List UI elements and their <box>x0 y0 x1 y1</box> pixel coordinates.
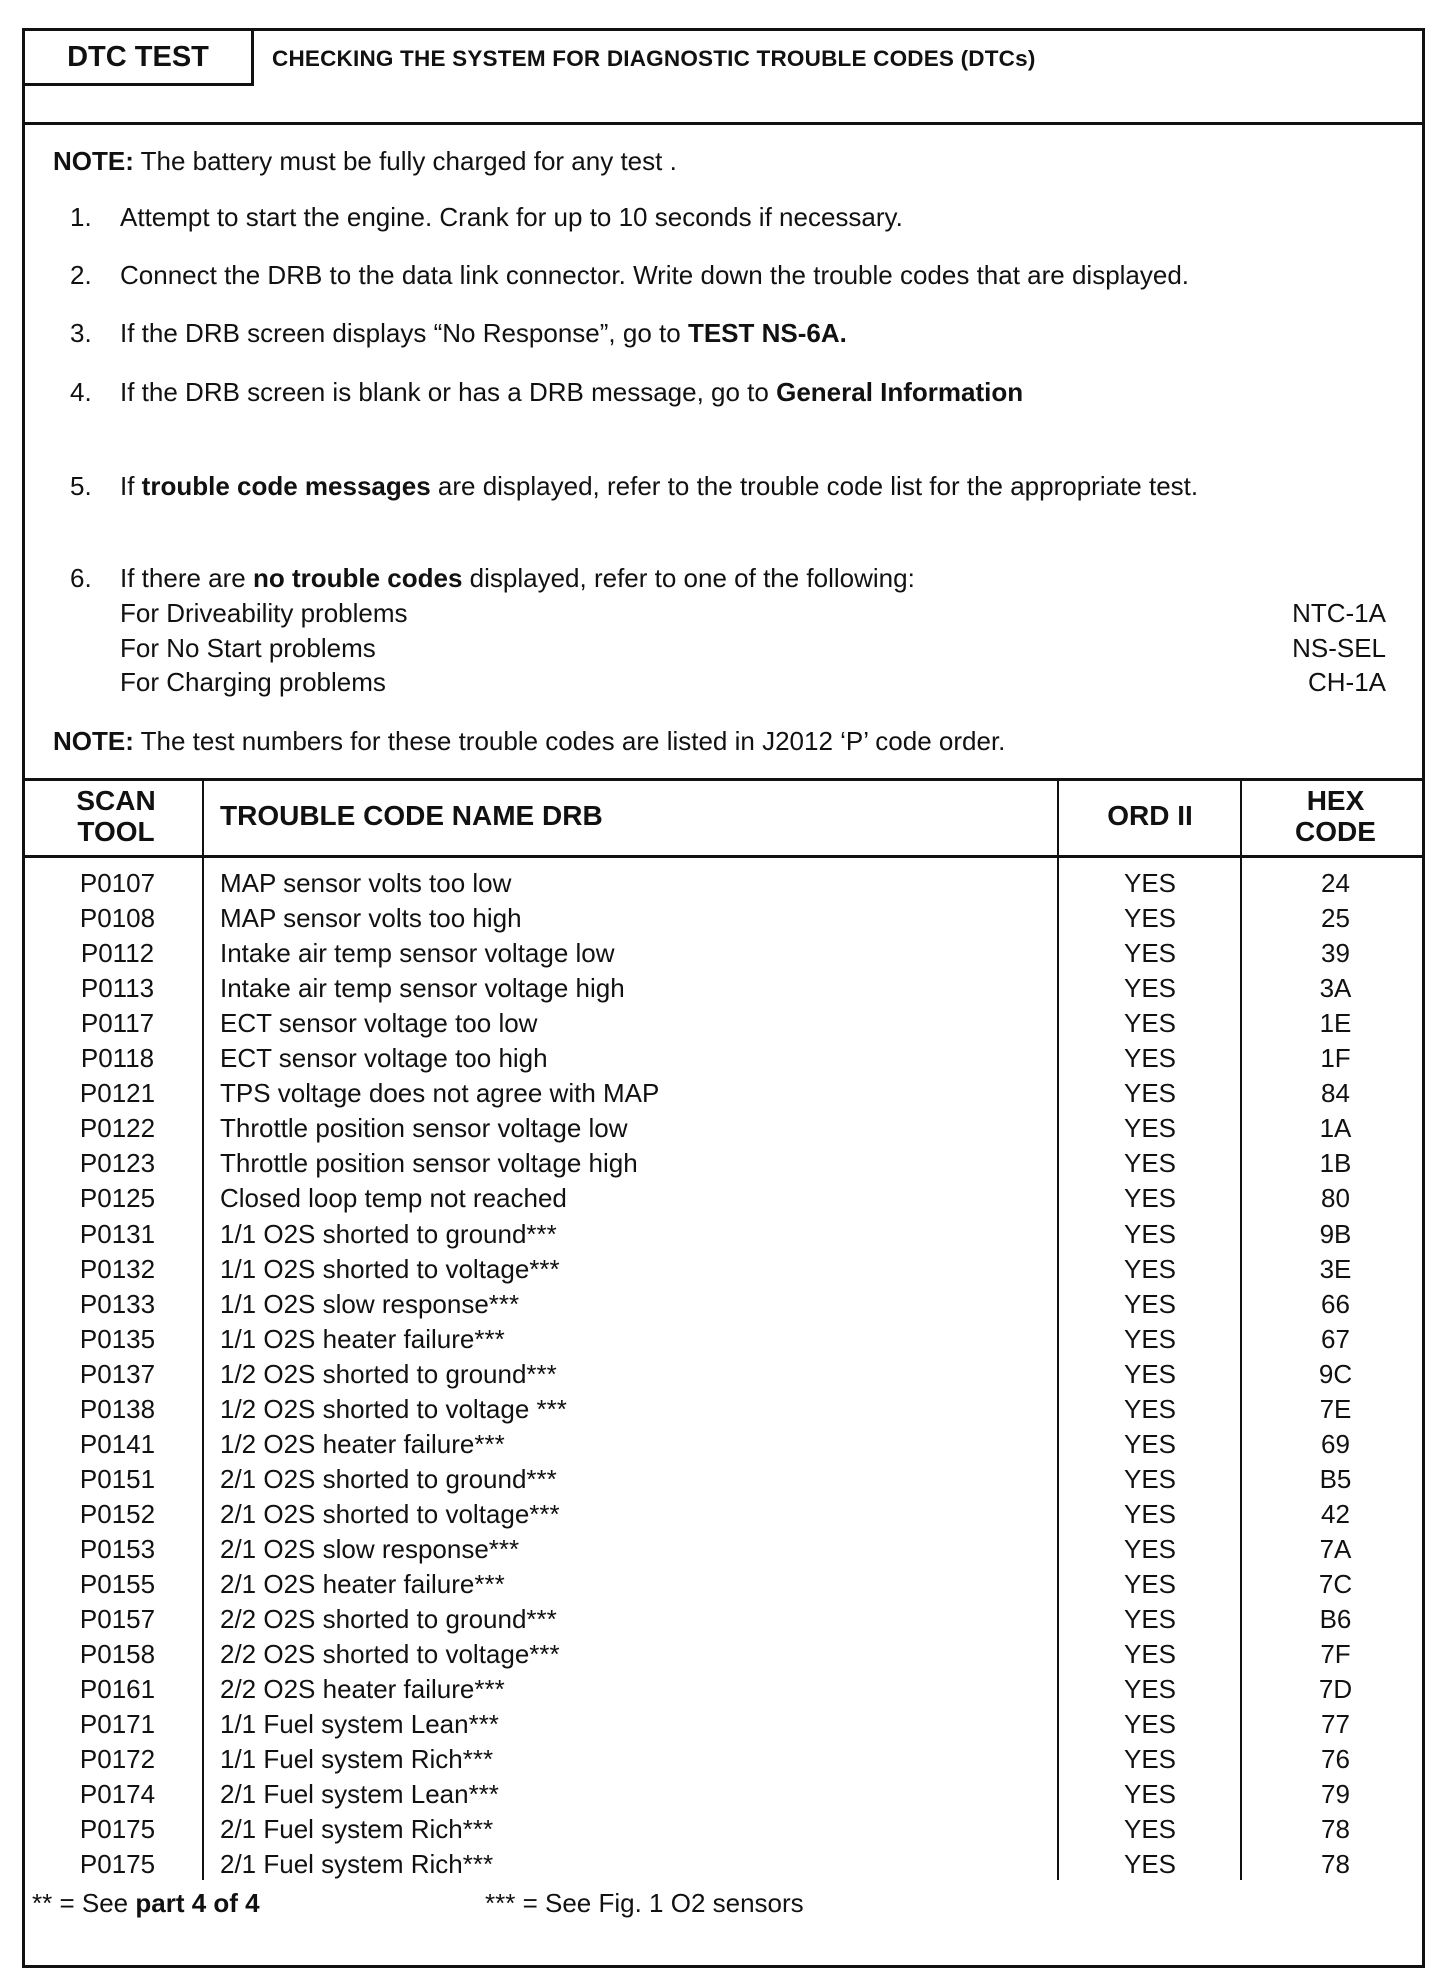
scan-tool-code: P0157 <box>79 1604 156 1635</box>
step-text-bold: trouble code messages <box>141 471 431 501</box>
ord-ii-value: YES <box>1123 1569 1177 1599</box>
footnote-part <box>32 1888 260 1919</box>
ord-ii-value: YES <box>1123 1008 1177 1039</box>
hex-code: 1F <box>1320 1043 1351 1074</box>
trouble-code-name: 2/2 O2S shorted to ground*** <box>220 1604 557 1635</box>
step-text-pre: If <box>120 471 142 501</box>
hex-code: 78 <box>1321 1849 1350 1880</box>
scan-tool-code: P0112 <box>80 938 155 969</box>
header-divider <box>22 122 1425 125</box>
table-row <box>0 1043 1456 1077</box>
scan-tool-code: P0117 <box>80 1008 155 1039</box>
scan-tool-code: P0133 <box>79 1288 156 1319</box>
trouble-code-name: 1/1 Fuel system Rich*** <box>220 1744 494 1775</box>
trouble-code-name: 2/2 O2S shorted to voltage*** <box>220 1639 560 1670</box>
hex-code: B6 <box>1319 1604 1352 1635</box>
table-row <box>0 1148 1456 1182</box>
trouble-code-name: MAP sensor volts too low <box>220 868 512 898</box>
trouble-code-name: 1/2 O2S shorted to voltage *** <box>220 1393 567 1424</box>
scan-tool-code: P0135 <box>79 1323 156 1354</box>
ord-ii-value: YES <box>1123 1814 1177 1845</box>
table-row <box>0 1709 1456 1743</box>
ord-ii-value: YES <box>1123 1428 1177 1459</box>
header-hex-line2: CODE <box>1295 816 1376 847</box>
scan-tool-code: P0171 <box>79 1709 156 1740</box>
hex-code: 7D <box>1318 1674 1353 1705</box>
scan-tool-code: P0121 <box>79 1078 156 1109</box>
trouble-code-name: 2/1 Fuel system Rich*** <box>220 1814 494 1845</box>
referral-test-code: NTC-1A <box>1292 598 1386 628</box>
ord-ii-value: YES <box>1123 1393 1177 1424</box>
ord-ii-value: YES <box>1123 1463 1177 1494</box>
scan-tool-code: P0118 <box>80 1043 155 1074</box>
scan-tool-code: P0108 <box>79 903 156 934</box>
table-row <box>0 1219 1456 1253</box>
ord-ii-value: YES <box>1123 1288 1177 1319</box>
step-number: 6. <box>70 563 92 593</box>
step-text <box>120 471 1198 502</box>
referral-test-code: NS-SEL <box>1292 632 1386 663</box>
hex-code: 66 <box>1321 1288 1350 1319</box>
ord-ii-value: YES <box>1123 1849 1177 1880</box>
trouble-code-name: 1/2 O2S shorted to ground*** <box>220 1358 557 1389</box>
table-row <box>0 1429 1456 1463</box>
step-number: 1. <box>70 202 92 232</box>
step-text-content: Connect the DRB to the data link connector. Write down the trouble codes that are displayed. <box>120 260 1190 290</box>
scan-tool-code: P0161 <box>79 1674 156 1705</box>
hex-code: 76 <box>1321 1744 1350 1775</box>
hex-code: B5 <box>1319 1463 1352 1494</box>
scan-tool-code: P0138 <box>79 1393 156 1424</box>
trouble-code-name: TPS voltage does not agree with MAP <box>220 1078 660 1109</box>
scan-tool-code: P0175 <box>79 1849 156 1880</box>
hex-code: 7F <box>1320 1639 1351 1670</box>
scan-tool-code: P0131 <box>79 1218 156 1249</box>
ord-ii-value: YES <box>1123 1358 1177 1389</box>
hex-code: 25 <box>1321 903 1350 934</box>
ord-ii-value: YES <box>1123 1043 1177 1074</box>
table-row <box>0 1814 1456 1848</box>
table-row <box>0 1604 1456 1638</box>
footnote-part-ref: part 4 of 4 <box>135 1888 260 1918</box>
table-row <box>0 1113 1456 1147</box>
trouble-code-name: 2/2 O2S heater failure*** <box>220 1674 505 1705</box>
note-label: NOTE: <box>53 726 134 756</box>
trouble-code-name: 2/1 O2S shorted to voltage*** <box>220 1498 560 1529</box>
hex-code: 9C <box>1318 1358 1353 1389</box>
scan-tool-code: P0158 <box>79 1639 156 1670</box>
trouble-code-name: MAP sensor volts too high <box>220 903 522 934</box>
header-code-name: TROUBLE CODE NAME DRB <box>220 800 603 831</box>
table-row <box>0 1639 1456 1673</box>
hex-code: 39 <box>1321 938 1350 969</box>
table-row <box>0 1779 1456 1813</box>
table-top-border <box>22 778 1425 781</box>
step-text-pre: If there are <box>120 563 253 593</box>
step-text-bold: TEST NS-6A. <box>687 318 847 348</box>
ord-ii-value: YES <box>1123 1744 1177 1775</box>
step-text-post: displayed, refer to one of the following: <box>462 563 915 593</box>
note-battery <box>53 146 677 177</box>
dtc-test-tag <box>22 28 254 86</box>
note-label: NOTE: <box>53 146 134 176</box>
step-number: 3. <box>70 318 92 348</box>
step-text-pre: If the DRB screen displays “No Response”, go to <box>120 318 688 348</box>
header-hex-line1: HEX <box>1306 785 1365 816</box>
scan-tool-code: P0122 <box>79 1113 156 1144</box>
step-text-content: Attempt to start the engine. Crank for up to 10 seconds if necessary. <box>120 202 903 232</box>
note-code-order <box>53 726 1005 757</box>
referral-label: For Driveability problems <box>120 598 408 628</box>
ord-ii-value: YES <box>1123 1674 1177 1705</box>
table-row <box>0 1394 1456 1428</box>
hex-code: 7A <box>1319 1533 1352 1564</box>
ord-ii-value: YES <box>1123 868 1177 898</box>
table-row <box>0 1324 1456 1358</box>
note-text: The battery must be fully charged for any test . <box>133 146 677 176</box>
ord-ii-value: YES <box>1123 1779 1177 1810</box>
table-row <box>0 1464 1456 1498</box>
hex-code: 78 <box>1321 1814 1350 1845</box>
scan-tool-code: P0151 <box>79 1463 156 1494</box>
scan-tool-code: P0132 <box>79 1253 156 1284</box>
scan-tool-code: P0172 <box>79 1744 156 1775</box>
hex-code: 3A <box>1319 973 1352 1004</box>
step-text <box>120 260 1189 291</box>
hex-code: 80 <box>1321 1183 1350 1214</box>
footnote-o2: *** = See Fig. 1 O2 sensors <box>485 1888 804 1918</box>
trouble-code-name: 2/1 Fuel system Lean*** <box>220 1779 499 1810</box>
ord-ii-value: YES <box>1123 1533 1177 1564</box>
hex-code: 24 <box>1321 868 1350 898</box>
step-text <box>120 318 847 349</box>
ord-ii-value: YES <box>1123 1498 1177 1529</box>
table-row <box>0 1674 1456 1708</box>
trouble-code-name: ECT sensor voltage too low <box>220 1008 538 1039</box>
hex-code: 9B <box>1319 1218 1352 1249</box>
trouble-code-name: 1/1 O2S heater failure*** <box>220 1323 505 1354</box>
referral-test-code: CH-1A <box>1307 667 1386 697</box>
trouble-code-name: Intake air temp sensor voltage high <box>220 973 625 1004</box>
referral-label: For No Start problems <box>120 632 376 663</box>
step-text-post: are displayed, refer to the trouble code list for the appropriate test. <box>430 471 1199 501</box>
table-row <box>0 1534 1456 1568</box>
hex-code: 1E <box>1319 1008 1352 1039</box>
hex-code: 69 <box>1321 1428 1350 1459</box>
trouble-code-name: 1/1 Fuel system Lean*** <box>220 1709 499 1740</box>
table-row <box>0 903 1456 937</box>
step-number: 4. <box>70 377 92 407</box>
scan-tool-code: P0123 <box>79 1148 156 1179</box>
hex-code: 79 <box>1321 1779 1350 1810</box>
hex-code: 7C <box>1318 1569 1353 1599</box>
ord-ii-value: YES <box>1123 1709 1177 1740</box>
hex-code: 77 <box>1321 1709 1350 1740</box>
trouble-code-name: 2/1 O2S heater failure*** <box>220 1569 505 1599</box>
scan-tool-code: P0153 <box>79 1533 156 1564</box>
step-text <box>120 377 1023 408</box>
ord-ii-value: YES <box>1123 1604 1177 1635</box>
header-scan-line1: SCAN <box>76 785 156 816</box>
note-text: The test numbers for these trouble codes are listed in J2012 ‘P’ code order. <box>133 726 1006 756</box>
referral-label: For Charging problems <box>120 667 386 697</box>
header-ord: ORD II <box>1107 800 1193 831</box>
ord-ii-value: YES <box>1123 1148 1177 1179</box>
ord-ii-value: YES <box>1123 903 1177 934</box>
trouble-code-name: 2/1 O2S shorted to ground*** <box>220 1463 557 1494</box>
hex-code: 1A <box>1319 1113 1352 1144</box>
trouble-code-name: 1/1 O2S shorted to voltage*** <box>220 1253 560 1284</box>
scan-tool-code: P0107 <box>79 868 156 898</box>
ord-ii-value: YES <box>1123 1639 1177 1670</box>
footnote-part-prefix: ** = See <box>32 1888 136 1918</box>
header-scan-line2: TOOL <box>77 816 155 847</box>
ord-ii-value: YES <box>1123 1078 1177 1109</box>
step-text-pre: If the DRB screen is blank or has a DRB message, go to <box>120 377 777 407</box>
step-number: 5. <box>70 471 92 501</box>
table-row <box>0 868 1456 902</box>
step-text-bold: no trouble codes <box>252 563 463 593</box>
scan-tool-code: P0155 <box>79 1569 156 1599</box>
trouble-code-name: 2/1 O2S slow response*** <box>220 1533 520 1564</box>
step-number: 2. <box>70 260 92 290</box>
trouble-code-name: 1/1 O2S slow response*** <box>220 1288 520 1319</box>
page-title: CHECKING THE SYSTEM FOR DIAGNOSTIC TROUBLE CODES (DTCs) <box>272 46 1036 71</box>
table-row <box>0 1569 1456 1603</box>
trouble-code-name: 1/1 O2S shorted to ground*** <box>220 1218 557 1249</box>
trouble-code-name: 1/2 O2S heater failure*** <box>220 1428 505 1459</box>
hex-code: 1B <box>1319 1148 1352 1179</box>
trouble-code-name: Throttle position sensor voltage high <box>220 1148 638 1179</box>
table-row <box>0 1359 1456 1393</box>
table-row <box>0 938 1456 972</box>
scan-tool-code: P0113 <box>80 973 155 1004</box>
ord-ii-value: YES <box>1123 1218 1177 1249</box>
table-row <box>0 1744 1456 1778</box>
scan-tool-code: P0175 <box>79 1814 156 1845</box>
trouble-code-name: 2/1 Fuel system Rich*** <box>220 1849 494 1880</box>
trouble-code-name: Throttle position sensor voltage low <box>220 1113 628 1144</box>
step-text-bold: General Information <box>776 377 1024 407</box>
ord-ii-value: YES <box>1123 1253 1177 1284</box>
scan-tool-code: P0137 <box>79 1358 156 1389</box>
step-text <box>120 563 915 594</box>
hex-code: 67 <box>1321 1323 1350 1354</box>
trouble-code-name: ECT sensor voltage too high <box>220 1043 548 1074</box>
table-row <box>0 973 1456 1007</box>
header-hex-code <box>1243 785 1428 847</box>
scan-tool-code: P0174 <box>79 1779 156 1810</box>
hex-code: 42 <box>1321 1498 1350 1529</box>
table-row <box>0 1499 1456 1533</box>
scan-tool-code: P0152 <box>79 1498 156 1529</box>
table-row <box>0 1254 1456 1288</box>
table-row <box>0 1289 1456 1323</box>
ord-ii-value: YES <box>1123 1113 1177 1144</box>
scan-tool-code: P0125 <box>79 1183 156 1214</box>
table-row <box>0 1849 1456 1883</box>
table-row <box>0 1183 1456 1217</box>
step-text <box>120 202 903 233</box>
ord-ii-value: YES <box>1123 1323 1177 1354</box>
hex-code: 3E <box>1319 1253 1352 1284</box>
hex-code: 7E <box>1319 1393 1352 1424</box>
dtc-test-label: DTC TEST <box>67 40 209 73</box>
trouble-code-name: Intake air temp sensor voltage low <box>220 938 615 969</box>
table-row <box>0 1078 1456 1112</box>
table-row <box>0 1008 1456 1042</box>
ord-ii-value: YES <box>1123 938 1177 969</box>
table-header-border <box>22 855 1425 858</box>
ord-ii-value: YES <box>1123 1183 1177 1214</box>
header-scan-tool <box>30 785 202 847</box>
scan-tool-code: P0141 <box>79 1428 156 1459</box>
ord-ii-value: YES <box>1123 973 1177 1004</box>
trouble-code-name: Closed loop temp not reached <box>220 1183 567 1214</box>
hex-code: 84 <box>1321 1078 1350 1109</box>
